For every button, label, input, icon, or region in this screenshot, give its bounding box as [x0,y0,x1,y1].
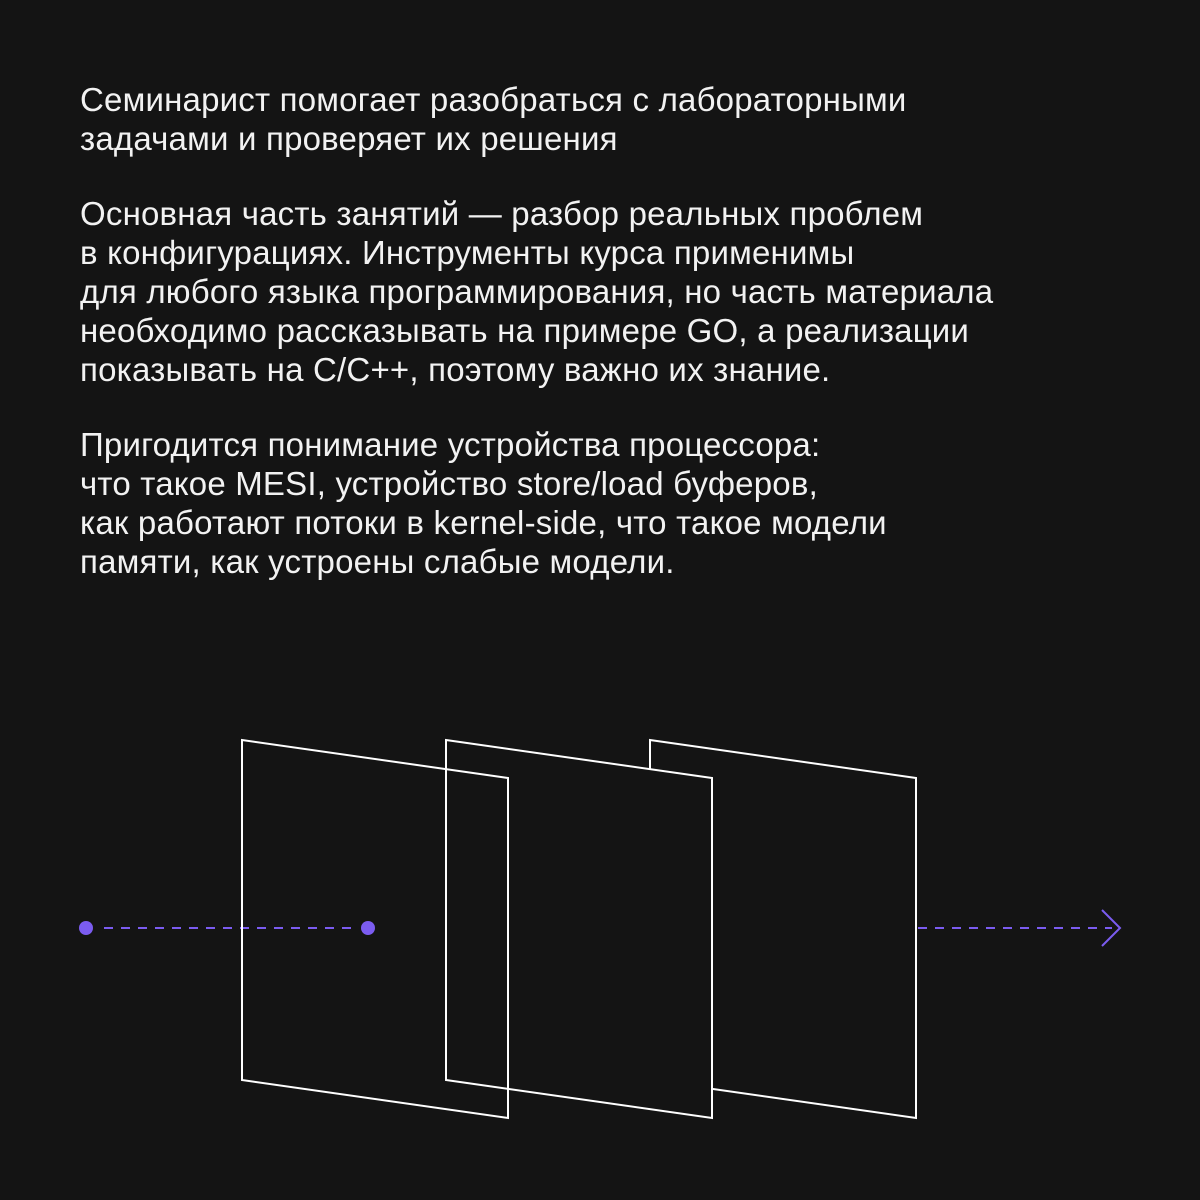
paragraph-seminarist [80,80,1140,158]
timeline-dot-icon [361,921,375,935]
layer-panel-icon [446,740,712,1118]
text-line: для любого языка программирования, но часть материала [80,273,994,310]
paragraph-main-part [80,194,1140,389]
text-line: задачами и проверяет их решения [80,120,618,157]
text-line: показывать на C/C++, поэтому важно их знание. [80,351,831,388]
text-line: Основная часть занятий — разбор реальных проблем [80,195,924,232]
paragraph-prerequisites [80,425,1140,581]
layers-timeline-illustration [0,700,1200,1160]
text-line: памяти, как устроены слабые модели. [80,543,675,580]
text-line: необходимо рассказывать на примере GO, а реализации [80,312,970,349]
text-line: Семинарист помогает разобраться с лабораторными [80,81,907,118]
timeline-dot-icon [79,921,93,935]
text-line: в конфигурациях. Инструменты курса применимы [80,234,855,271]
text-line: Пригодится понимание устройства процессора: [80,426,821,463]
text-block [80,80,1140,617]
text-line: что такое MESI, устройство store/load буферов, [80,465,818,502]
text-line: как работают потоки в kernel-side, что такое модели [80,504,887,541]
